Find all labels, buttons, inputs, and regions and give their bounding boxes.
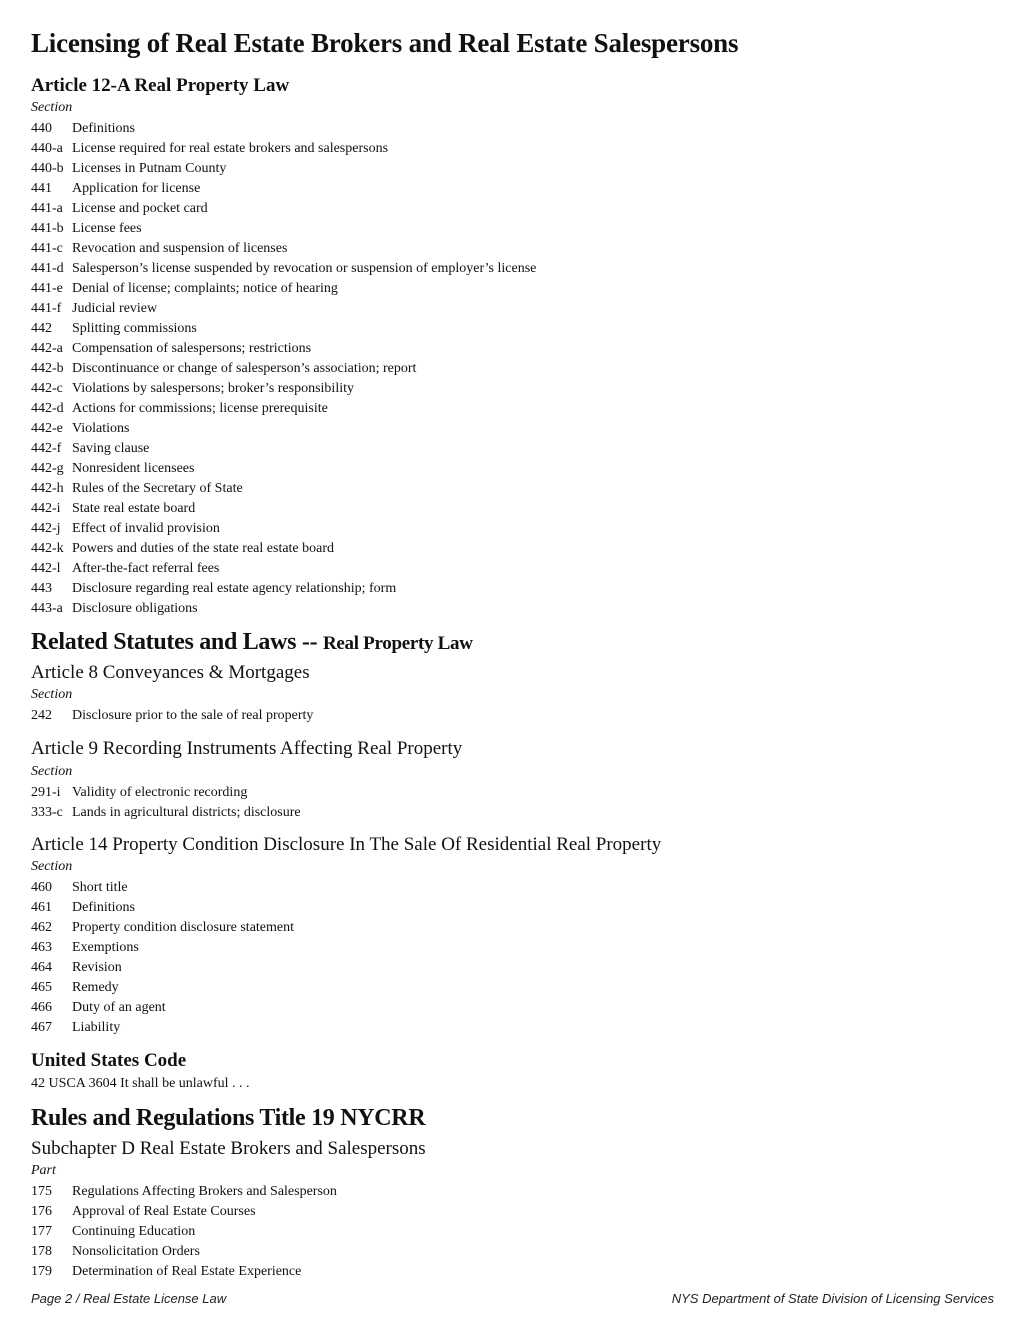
section-number: 291-i: [31, 785, 61, 800]
united-states-code-heading: United States Code: [31, 1050, 187, 1071]
list-item: [31, 439, 536, 459]
article-9-list: [31, 783, 301, 823]
section-title: Disclosure regarding real estate agency relationship; form: [72, 581, 397, 596]
section-number: 442-e: [31, 421, 63, 436]
section-number: 461: [31, 900, 52, 915]
section-number: 442-a: [31, 341, 63, 356]
section-number: 462: [31, 920, 52, 935]
section-title: Denial of license; complaints; notice of hearing: [72, 281, 338, 296]
list-item: [31, 1018, 294, 1038]
section-number: 442-c: [31, 381, 63, 396]
list-item: [31, 1262, 337, 1282]
list-item: [31, 419, 536, 439]
section-title: Violations by salespersons; broker’s responsibility: [72, 381, 354, 396]
section-number: 442-k: [31, 541, 64, 556]
section-title: Salesperson’s license suspended by revocation or suspension of employer’s license: [72, 261, 537, 276]
list-item: [31, 259, 536, 279]
section-number: 176: [31, 1204, 52, 1219]
list-item: [31, 139, 536, 159]
section-number: 442-l: [31, 561, 61, 576]
list-item: [31, 339, 536, 359]
section-number: 443-a: [31, 601, 63, 616]
list-item: [31, 599, 536, 619]
list-item: [31, 239, 536, 259]
list-item: [31, 119, 536, 139]
section-number: 466: [31, 1000, 52, 1015]
article-14-list: [31, 878, 294, 1038]
section-title: Discontinuance or change of salesperson’s association; report: [72, 361, 417, 376]
section-title: Continuing Education: [72, 1224, 196, 1239]
list-item: [31, 159, 536, 179]
list-item: [31, 918, 294, 938]
section-title: Determination of Real Estate Experience: [72, 1264, 302, 1279]
list-item: [31, 958, 294, 978]
article-12a-list: [31, 119, 536, 619]
section-title: Nonsolicitation Orders: [72, 1244, 200, 1259]
list-item: [31, 479, 536, 499]
section-number: 441-b: [31, 221, 64, 236]
section-title: Remedy: [72, 980, 119, 995]
section-number: 441-f: [31, 301, 62, 316]
section-number: 441-a: [31, 201, 63, 216]
list-item: [31, 539, 536, 559]
section-title: Judicial review: [72, 301, 158, 316]
section-label: Section: [31, 859, 73, 874]
section-number: 460: [31, 880, 52, 895]
list-item: [31, 706, 313, 726]
section-title: Actions for commissions; license prerequisite: [72, 401, 328, 416]
section-title: Nonresident licensees: [72, 461, 195, 476]
section-label: Section: [31, 100, 73, 115]
section-title: Revocation and suspension of licenses: [72, 241, 288, 256]
list-item: [31, 938, 294, 958]
section-number: 464: [31, 960, 52, 975]
list-item: [31, 1242, 337, 1262]
list-item: [31, 1202, 337, 1222]
section-title: Disclosure obligations: [72, 601, 198, 616]
section-label: Section: [31, 687, 73, 702]
list-item: [31, 998, 294, 1018]
related-statutes-heading-separator: --: [301, 629, 318, 655]
section-number: 442: [31, 321, 52, 336]
section-number: 440: [31, 121, 52, 136]
section-number: 333-c: [31, 805, 63, 820]
list-item: [31, 978, 294, 998]
section-title: License required for real estate brokers and salespersons: [72, 141, 389, 156]
section-number: 441: [31, 181, 52, 196]
section-number: 179: [31, 1264, 52, 1279]
section-title: Application for license: [72, 181, 201, 196]
section-title: Powers and duties of the state real estate board: [72, 541, 335, 556]
footer-right: NYS Department of State Division of Licensing Services: [671, 1291, 994, 1306]
section-title: Compensation of salespersons; restrictions: [72, 341, 312, 356]
section-number: 178: [31, 1244, 52, 1259]
list-item: [31, 579, 536, 599]
section-title: Revision: [72, 960, 122, 975]
section-title: Liability: [72, 1020, 121, 1035]
section-title: Definitions: [72, 900, 135, 915]
list-item: [31, 898, 294, 918]
section-number: 242: [31, 708, 52, 723]
article-12a-heading: Article 12-A Real Property Law: [31, 75, 290, 96]
section-number: 442-d: [31, 401, 64, 416]
section-number: 441-d: [31, 261, 64, 276]
section-title: After-the-fact referral fees: [72, 561, 220, 576]
list-item: [31, 319, 536, 339]
list-item: [31, 783, 301, 803]
section-title: Approval of Real Estate Courses: [72, 1204, 256, 1219]
section-title: Property condition disclosure statement: [72, 920, 295, 935]
section-label: Section: [31, 764, 73, 779]
section-title: Short title: [72, 880, 128, 895]
related-statutes-heading: [31, 629, 473, 656]
section-title: License and pocket card: [72, 201, 208, 216]
list-item: [31, 499, 536, 519]
section-title: State real estate board: [72, 501, 196, 516]
list-item: [31, 299, 536, 319]
list-item: [31, 179, 536, 199]
footer-left: Page 2 / Real Estate License Law: [31, 1291, 227, 1306]
list-item: [31, 219, 536, 239]
section-title: Rules of the Secretary of State: [72, 481, 243, 496]
section-title: Licenses in Putnam County: [72, 161, 227, 176]
section-title: Splitting commissions: [72, 321, 197, 336]
section-title: License fees: [72, 221, 142, 236]
list-item: [31, 199, 536, 219]
section-number: 442-f: [31, 441, 62, 456]
related-statutes-heading-main: Related Statutes and Laws: [31, 629, 297, 655]
list-item: [31, 379, 536, 399]
section-number: 177: [31, 1224, 52, 1239]
list-item: [31, 359, 536, 379]
article-9-heading: Article 9 Recording Instruments Affecting Real Property: [31, 738, 463, 759]
section-title: Validity of electronic recording: [72, 785, 248, 800]
list-item: [31, 878, 294, 898]
section-number: 175: [31, 1184, 52, 1199]
article-8-heading: Article 8 Conveyances & Mortgages: [31, 662, 310, 683]
section-title: Duty of an agent: [72, 1000, 166, 1015]
list-item: [31, 803, 301, 823]
list-item: [31, 399, 536, 419]
list-item: [31, 559, 536, 579]
section-number: 441-e: [31, 281, 63, 296]
section-number: 467: [31, 1020, 52, 1035]
section-number: 440-a: [31, 141, 63, 156]
list-item: [31, 1222, 337, 1242]
section-title: Effect of invalid provision: [72, 521, 220, 536]
list-item: [31, 1182, 337, 1202]
section-title: Lands in agricultural districts; disclosure: [72, 805, 301, 820]
section-title: Regulations Affecting Brokers and Salesperson: [72, 1184, 337, 1199]
list-item: [31, 519, 536, 539]
rules-parts-list: [31, 1182, 337, 1282]
page-title: Licensing of Real Estate Brokers and Real Estate Salespersons: [31, 28, 739, 58]
related-statutes-heading-sub: Real Property Law: [322, 633, 473, 654]
rules-regulations-heading: Rules and Regulations Title 19 NYCRR: [31, 1105, 426, 1131]
section-number: 463: [31, 940, 52, 955]
section-number: 443: [31, 581, 52, 596]
article-8-list: [31, 706, 313, 726]
section-number: 442-g: [31, 461, 64, 476]
section-number: 442-j: [31, 521, 61, 536]
section-title: Disclosure prior to the sale of real property: [72, 708, 314, 723]
section-title: Exemptions: [72, 940, 139, 955]
article-14-heading: Article 14 Property Condition Disclosure In The Sale Of Residential Real Property: [31, 834, 662, 855]
subchapter-heading: Subchapter D Real Estate Brokers and Salespersons: [31, 1138, 426, 1159]
section-number: 441-c: [31, 241, 63, 256]
section-number: 442-i: [31, 501, 61, 516]
list-item: [31, 459, 536, 479]
section-number: 440-b: [31, 161, 64, 176]
section-number: 442-b: [31, 361, 64, 376]
section-number: 465: [31, 980, 52, 995]
section-title: Violations: [72, 421, 130, 436]
part-label: Part: [31, 1163, 56, 1178]
list-item: [31, 279, 536, 299]
section-title: Definitions: [72, 121, 135, 136]
section-title: Saving clause: [72, 441, 150, 456]
section-number: 442-h: [31, 481, 64, 496]
usc-citation: 42 USCA 3604 It shall be unlawful . . .: [31, 1076, 250, 1091]
